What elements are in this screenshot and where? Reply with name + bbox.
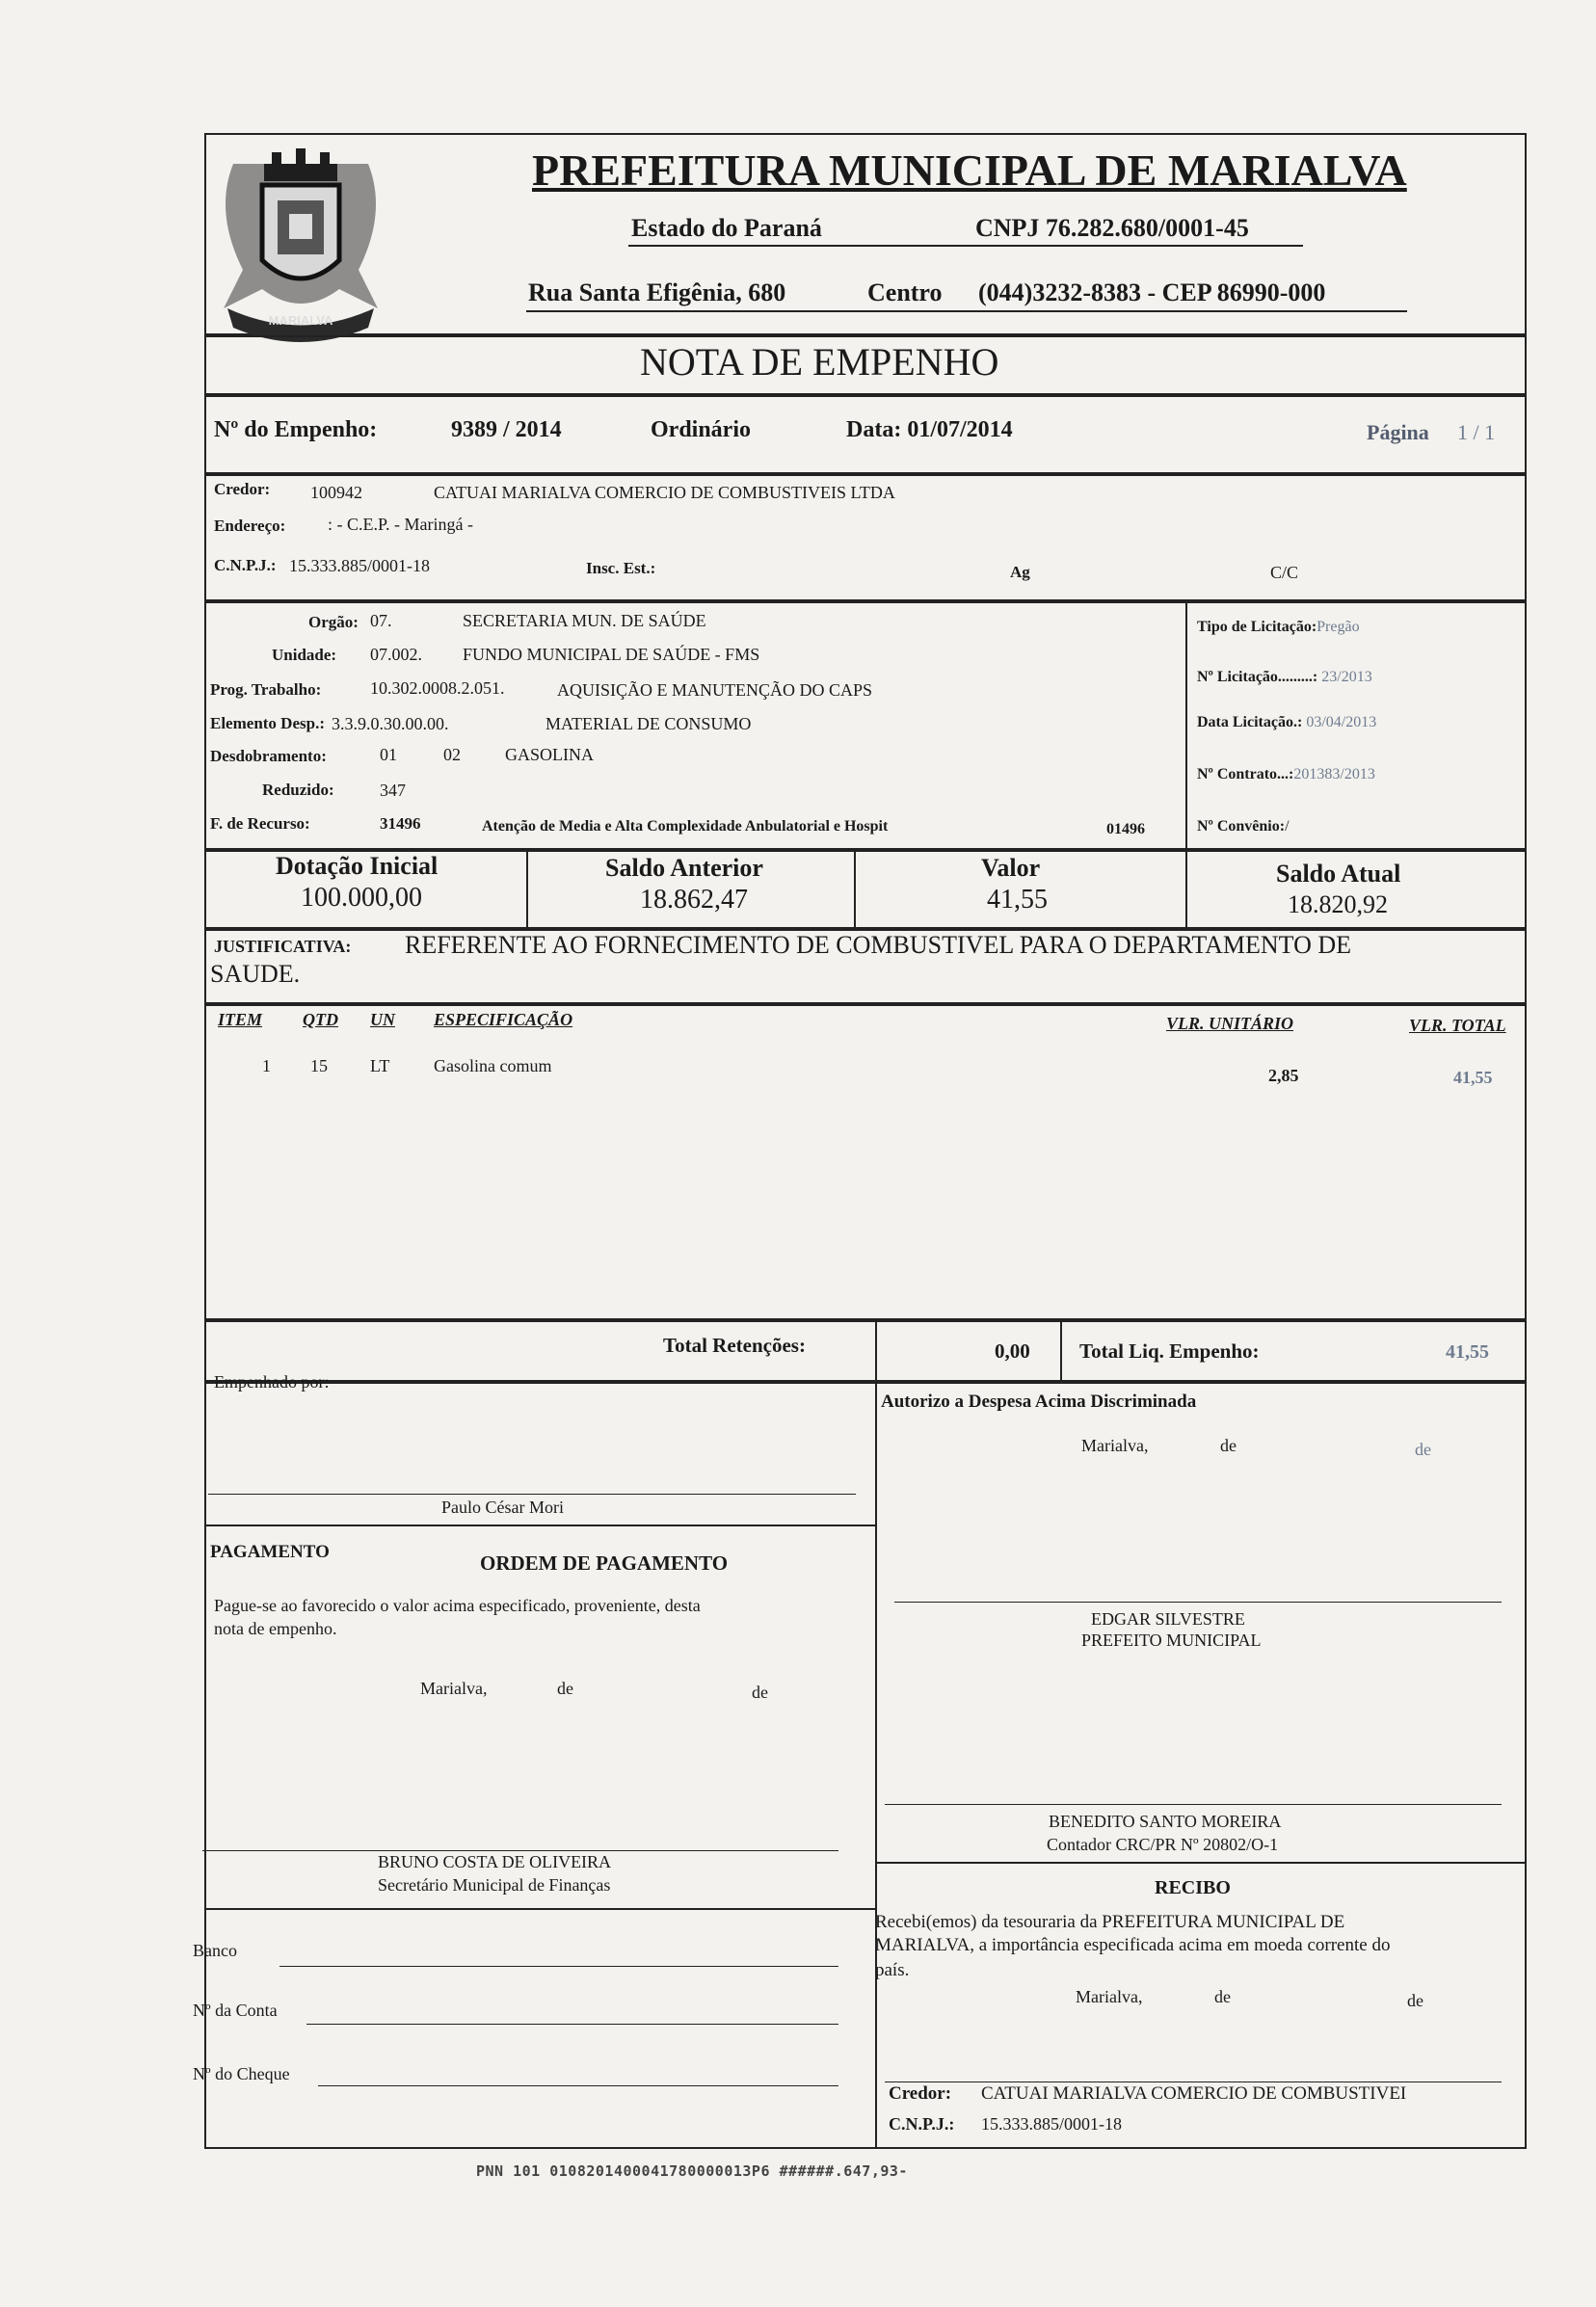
unidade-label: Unidade:	[272, 646, 337, 664]
saldos-div-2	[854, 850, 856, 929]
autorizo-label: Autorizo a Despesa Acima Discriminada	[881, 1392, 1197, 1412]
col-item-header: ITEM	[218, 1010, 263, 1029]
contrato-value: 201383/2013	[1293, 766, 1375, 782]
autorizo-marialva: Marialva,	[1081, 1436, 1149, 1455]
orgao-name: SECRETARIA MUN. DE SAÚDE	[463, 611, 706, 630]
totais-div-2	[1060, 1320, 1062, 1382]
doc-title: NOTA DE EMPENHO	[640, 340, 999, 384]
prefeito-signature-line	[894, 1602, 1502, 1603]
num-licitacao-value: 23/2013	[1321, 669, 1372, 685]
row-unit: 2,85	[1268, 1066, 1299, 1085]
page-label: Página	[1367, 420, 1429, 444]
phone-cep-label: (044)3232-8383 - CEP 86990-000	[978, 278, 1326, 306]
secretario-cargo: Secretário Municipal de Finanças	[378, 1875, 611, 1895]
empenhado-por-label: Empenhado por:	[214, 1372, 330, 1392]
header-rule-2	[526, 310, 1407, 312]
valor-value: 41,55	[987, 885, 1048, 915]
cnpj-credor-label: C.N.P.J.:	[214, 556, 277, 574]
contador-signature-line	[885, 1804, 1502, 1805]
prog-label: Prog. Trabalho:	[210, 680, 322, 699]
ordem-pagamento-label: ORDEM DE PAGAMENTO	[480, 1551, 729, 1575]
recibo-de-1: de	[1214, 1987, 1231, 2006]
ag-label: Ag	[1010, 563, 1030, 581]
autorizo-de-1: de	[1220, 1436, 1237, 1455]
district-label: Centro	[867, 278, 943, 306]
recurso-name: Atenção de Media e Alta Complexidade Anbulatorial e Hospit	[482, 818, 889, 835]
credor-code: 100942	[310, 483, 362, 502]
total-retencoes-value: 0,00	[995, 1339, 1030, 1363]
col-un-header: UN	[370, 1010, 395, 1029]
svg-text:MARIALVA: MARIALVA	[268, 313, 333, 328]
pagamento-label: PAGAMENTO	[210, 1542, 330, 1562]
estado-label: Estado do Paraná	[631, 214, 822, 242]
empenho-type: Ordinário	[651, 417, 752, 442]
coat-of-arms-seal	[204, 125, 397, 347]
saldo-atual-value: 18.820,92	[1288, 890, 1388, 918]
recurso-code-2: 01496	[1106, 821, 1145, 837]
col-unit-header: VLR. UNITÁRIO	[1166, 1014, 1294, 1033]
convenio-value: /	[1285, 818, 1290, 835]
data-licitacao-value: 03/04/2013	[1306, 714, 1377, 730]
totais-box	[204, 1320, 1527, 1382]
orgao-code: 07.	[370, 611, 392, 630]
recibo-top-rule	[875, 1862, 1527, 1864]
banco-line	[279, 1966, 838, 1967]
col-total-header: VLR. TOTAL	[1409, 1016, 1506, 1035]
secretario-nome: BRUNO COSTA DE OLIVEIRA	[378, 1852, 612, 1871]
dotacao-inicial-value: 100.000,00	[301, 883, 422, 913]
pagamento-de-2: de	[752, 1683, 768, 1702]
dotacao-inicial-label: Dotação Inicial	[276, 852, 439, 880]
total-retencoes-label: Total Retenções:	[663, 1334, 806, 1357]
signatures-divider	[875, 1382, 877, 2149]
num-licitacao-label	[1197, 669, 1372, 686]
valor-label: Valor	[981, 854, 1041, 882]
conta-label: Nº da Conta	[193, 2001, 278, 2020]
saldo-anterior-value: 18.862,47	[640, 885, 748, 915]
col-espec-header: ESPECIFICAÇÃO	[434, 1010, 573, 1029]
page-number: 1 / 1	[1457, 420, 1496, 444]
cnpj-credor-value: 15.333.885/0001-18	[289, 556, 430, 575]
recibo-texto-3: país.	[875, 1960, 910, 1980]
saldos-div-1	[526, 850, 528, 929]
unidade-code: 07.002.	[370, 645, 422, 664]
tipo-licitacao-value: Pregão	[1317, 619, 1360, 635]
recibo-marialva: Marialva,	[1076, 1987, 1143, 2006]
justificativa-line-2: SAUDE.	[210, 960, 301, 988]
autorizo-de-2: de	[1415, 1440, 1431, 1459]
contador-nome: BENEDITO SANTO MOREIRA	[1049, 1812, 1282, 1831]
data-licitacao-label-text: Data Licitação.:	[1197, 714, 1303, 730]
row-qtd: 15	[310, 1056, 328, 1075]
dotacao-divider	[1185, 601, 1187, 850]
reduzido-label: Reduzido:	[262, 781, 334, 799]
totais-div-1	[875, 1320, 877, 1382]
endereco-value: : - C.E.P. - Maringá -	[328, 515, 473, 534]
justificativa-line-1: REFERENTE AO FORNECIMENTO DE COMBUSTIVEL PARA O DEPARTAMENTO DE	[405, 931, 1352, 959]
prefeitura-title: PREFEITURA MUNICIPAL DE MARIALVA	[532, 146, 1407, 195]
recibo-credor-value: CATUAI MARIALVA COMERCIO DE COMBUSTIVEI	[981, 2083, 1407, 2104]
row-un: LT	[370, 1056, 390, 1075]
recurso-label: F. de Recurso:	[210, 814, 310, 833]
tipo-licitacao-label-text: Tipo de Licitação:	[1197, 619, 1317, 635]
footer-bank-code: PNN 101 0108201400041780000013P6 ######.647,93-	[476, 2162, 908, 2180]
desdobramento-1: 01	[380, 745, 397, 764]
justificativa-label: JUSTIFICATIVA:	[214, 937, 352, 956]
desdobramento-name: GASOLINA	[505, 745, 594, 764]
recibo-credor-label: Credor:	[889, 2083, 952, 2104]
empenho-date: Data: 01/07/2014	[846, 417, 1013, 442]
conta-line	[306, 2024, 838, 2025]
empenhado-signature-line	[208, 1494, 856, 1495]
bank-top-rule	[204, 1908, 875, 1910]
convenio-label	[1197, 818, 1290, 835]
elemento-name: MATERIAL DE CONSUMO	[545, 714, 752, 733]
header-rule-1	[628, 245, 1303, 247]
prog-code: 10.302.0008.2.051.	[370, 678, 505, 698]
recibo-title: RECIBO	[1155, 1877, 1231, 1898]
saldo-anterior-label: Saldo Anterior	[605, 854, 763, 882]
credor-label: Credor:	[214, 480, 271, 498]
pagamento-top-rule	[204, 1525, 875, 1526]
data-licitacao-label	[1197, 714, 1376, 731]
empenho-number-label: Nº do Empenho:	[214, 417, 378, 442]
desdobramento-2: 02	[443, 745, 461, 764]
secretario-signature-line	[202, 1850, 838, 1851]
prefeito-nome: EDGAR SILVESTRE	[1091, 1609, 1245, 1629]
row-espec: Gasolina comum	[434, 1056, 552, 1075]
recurso-code: 31496	[380, 814, 421, 833]
pagamento-texto-2: nota de empenho.	[214, 1619, 337, 1638]
cc-label: C/C	[1270, 563, 1299, 582]
orgao-label: Orgão:	[308, 613, 359, 631]
desdobramento-label: Desdobramento:	[210, 747, 327, 765]
tipo-licitacao-label	[1197, 619, 1360, 636]
pagamento-de-1: de	[557, 1679, 573, 1698]
pagamento-texto-1: Pague-se ao favorecido o valor acima especificado, proveniente, desta	[214, 1596, 701, 1615]
items-box	[204, 1004, 1527, 1320]
recibo-cnpj-value: 15.333.885/0001-18	[981, 2114, 1122, 2134]
contrato-label-text: Nº Contrato...:	[1197, 766, 1294, 782]
recibo-texto-2: MARIALVA, a importância especificada acima em moeda corrente do	[875, 1935, 1391, 1955]
elemento-code: 3.3.9.0.30.00.00.	[332, 714, 449, 733]
prog-name: AQUISIÇÃO E MANUTENÇÃO DO CAPS	[557, 680, 873, 700]
contrato-label	[1197, 766, 1375, 783]
unidade-name: FUNDO MUNICIPAL DE SAÚDE - FMS	[463, 645, 760, 664]
empenho-number: 9389 / 2014	[451, 417, 562, 442]
cheque-line	[318, 2085, 838, 2086]
saldo-atual-label: Saldo Atual	[1276, 860, 1401, 888]
endereco-label: Endereço:	[214, 517, 286, 535]
recibo-cnpj-label: C.N.P.J.:	[889, 2114, 955, 2134]
total-liq-label: Total Liq. Empenho:	[1079, 1339, 1260, 1363]
banco-label: Banco	[193, 1941, 237, 1960]
signatures-box	[204, 1382, 1527, 2149]
prefeito-cargo: PREFEITO MUNICIPAL	[1081, 1631, 1262, 1650]
row-item: 1	[262, 1056, 271, 1075]
recibo-de-2: de	[1407, 1991, 1423, 2010]
credor-name: CATUAI MARIALVA COMERCIO DE COMBUSTIVEIS LTDA	[434, 483, 895, 502]
convenio-label-text: Nº Convênio:	[1197, 818, 1286, 835]
row-total: 41,55	[1453, 1068, 1493, 1087]
pagamento-marialva: Marialva,	[420, 1679, 488, 1698]
insc-label: Insc. Est.:	[586, 559, 656, 577]
empenhado-nome: Paulo César Mori	[441, 1498, 564, 1517]
total-liq-value: 41,55	[1446, 1341, 1489, 1363]
street-label: Rua Santa Efigênia, 680	[528, 278, 786, 306]
elemento-label: Elemento Desp.:	[210, 714, 325, 732]
cnpj-label: CNPJ 76.282.680/0001-45	[975, 214, 1249, 242]
col-qtd-header: QTD	[303, 1010, 338, 1029]
contador-cargo: Contador CRC/PR Nº 20802/O-1	[1047, 1835, 1279, 1854]
saldos-div-3	[1185, 850, 1187, 929]
recibo-texto-1: Recebi(emos) da tesouraria da PREFEITURA MUNICIPAL DE	[875, 1912, 1345, 1932]
reduzido-value: 347	[380, 781, 406, 800]
num-licitacao-label-text: Nº Licitação.........:	[1197, 669, 1318, 685]
cheque-label: Nº do Cheque	[193, 2064, 290, 2083]
